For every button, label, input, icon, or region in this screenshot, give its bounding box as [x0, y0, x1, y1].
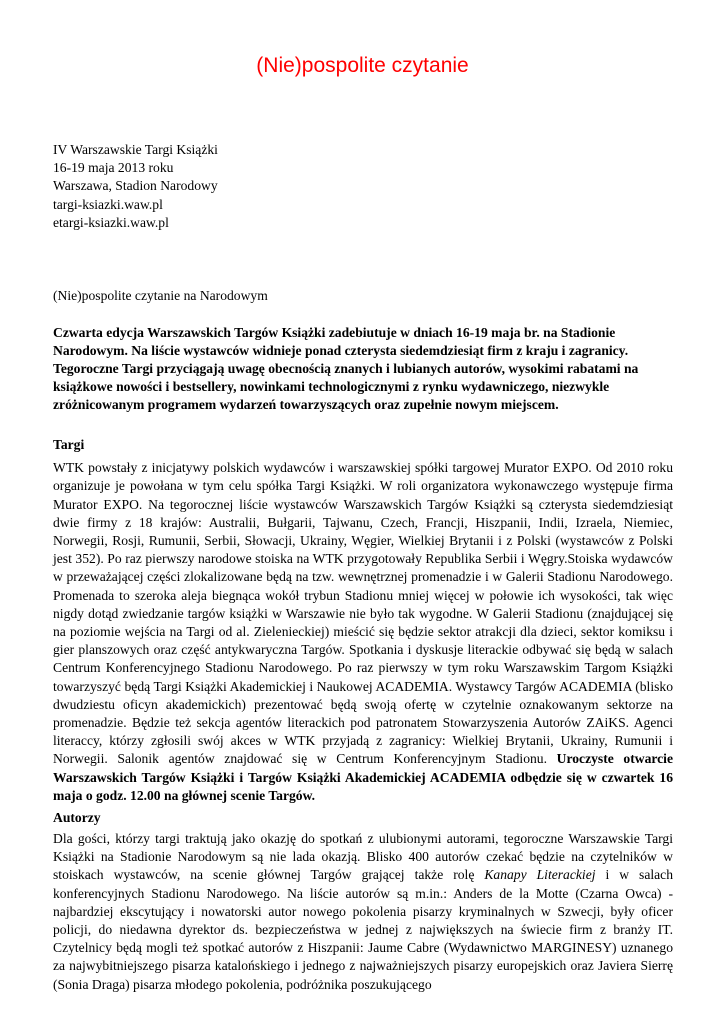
section-body-targi	[53, 441, 673, 805]
autorzy-text-part-1: Dla gości, którzy targi traktują jako okazję do spotkań z ulubionymi autorami, tegoroczne Warszawskie Targi Książki na Stadionie Narodowym są nie lada okazją. Blisko 400 autorów czekać będzie na czytelników w stoiskach wystawców, na scenie głównej Targów grającej także rolę	[53, 831, 673, 883]
event-ticket-website: etargi-ksiazki.waw.pl	[53, 214, 169, 230]
paragraph-spacer	[53, 441, 673, 459]
section-body-autorzy	[53, 830, 673, 994]
section-heading-autorzy: Autorzy	[53, 809, 101, 825]
targi-paragraph	[53, 459, 673, 805]
event-info-block	[53, 141, 673, 232]
event-website: targi-ksiazki.waw.pl	[53, 196, 163, 212]
targi-paragraph-text: WTK powstały z inicjatywy polskich wydawców i warszawskiej spółki targowej Murator EXPO. Od 2010 roku organizuje je powołana w tym celu spółka Targi Książki. W roli organizatora wykonawczego występuje firma Murator EXPO. Na tegorocznej liście wystawców Warszawskich Targów Książki są czterysta siedemdziesiąt dwie firmy z 18 krajów: Australii, Bułgarii, Tajwanu, Czech, Francji, Hiszpanii, Indii, Izraela, Niemiec, Norwegii, Rosji, Rumunii, Serbii, Słowacji, Ukrainy, Węgier, Wielkiej Brytanii i z Polski (wystawców z Polski jest 352). Po raz pierwszy narodowe stoiska na WTK przygotowały Republika Serbii i Węgry.Stoiska wydawców w przeważającej części zlokalizowane będą na tzw. wewnętrznej promenadzie i w Galerii Stadionu Narodowego. Promenada to szeroka aleja biegnąca wokół trybun Stadionu mniej więcej w połowie ich wysokości, tak więc nigdy dotąd zwiedzanie targów książki w Warszawie nie było tak wygodne. W Galerii Stadionu (znajdującej się na poziomie wejścia na Targi od al. Zielenieckiej) mieścić się będzie sektor atrakcji dla dzieci, sektor komiksu i gier planszowych oraz część antykwaryczna Targów. Spotkania i dyskusje literackie odbywać się będą w salach Centrum Konferencyjnego Stadionu Narodowego. Po raz pierwszy w tym roku Warszawskim Targom Książki towarzyszyć będą Targi Książki Akademickiej i Naukowej ACADEMIA. Wystawcy Targów ACADEMIA (blisko dwudziestu oficyn akademickich) prezentować będą swoją ofertę w czytelnie oznakowanym sektorze na promenadzie. Będzie też sekcja agentów literackich pod patronatem Stowarzyszenia Autorów ZAiKS. Agenci literaccy, którzy zgłosili swój akces w WTK przyjadą z zagranicy: Wielkiej Brytanii, Ukrainy, Rumunii i Norwegii. Salonik agentów znajdować się w Centrum Konferencyjnym Stadionu.	[53, 460, 673, 767]
autorzy-text-part-2: i w salach konferencyjnych Stadionu Narodowego. Na liście autorów są m.in.: Anders de la Motte (Czarna Owca) - najbardziej ekscytujący i nowatorski autor nowego pokolenia pisarzy kryminalnych w Szwecji, były oficer policji, do niedawna dyrektor ds. bezpieczeństwa w jednej z największych na świecie firm z branży IT. Czytelnicy będą mogli też spotkać autorów z Hiszpanii: Jaume Cabre (Wydawnictwo MARGINESY) uznanego za najwybitniejszego pisarza katalońskiego i jednego z najważniejszych pisarzy europejskich oraz Javiera Sierrę (Sonia Draga) pisarza młodego pokolenia, podróżnika poszukującego	[53, 867, 673, 992]
article-subtitle: (Nie)pospolite czytanie na Narodowym	[53, 287, 268, 303]
opening-announcement: Uroczyste otwarcie Warszawskich Targów Książki i Targów Książki Akademickiej ACADEMIA odbędzie się w czwartek 16 maja o godz. 12.00 na głównej scenie Targów.	[53, 751, 673, 803]
autorzy-paragraph	[53, 830, 673, 994]
event-dates: 16-19 maja 2013 roku	[53, 160, 174, 176]
event-name: IV Warszawskie Targi Książki	[53, 142, 218, 157]
event-location: Warszawa, Stadion Narodowy	[53, 178, 218, 194]
section-heading-targi: Targi	[53, 436, 85, 452]
page-title: (Nie)pospolite czytanie	[256, 54, 469, 77]
kanapy-literackiej-italic: Kanapy Literackiej	[484, 867, 596, 883]
article-lead: Czwarta edycja Warszawskich Targów Książki zadebiutuje w dniach 16-19 maja br. na Stadionie Narodowym. Na liście wystawców widnieje ponad czterysta siedemdziesiąt firm z kraju i zagranicy. Tegoroczne Targi przyciągają uwagę obecnością znanych i lubianych autorów, wysokimi rabatami na książkowe nowości i bestsellery, nowinkami technologicznymi z rynku wydawniczego, niezwykle zróżnicowanym programem wydarzeń towarzyszących oraz zupełnie nowym miejscem.	[53, 324, 639, 413]
